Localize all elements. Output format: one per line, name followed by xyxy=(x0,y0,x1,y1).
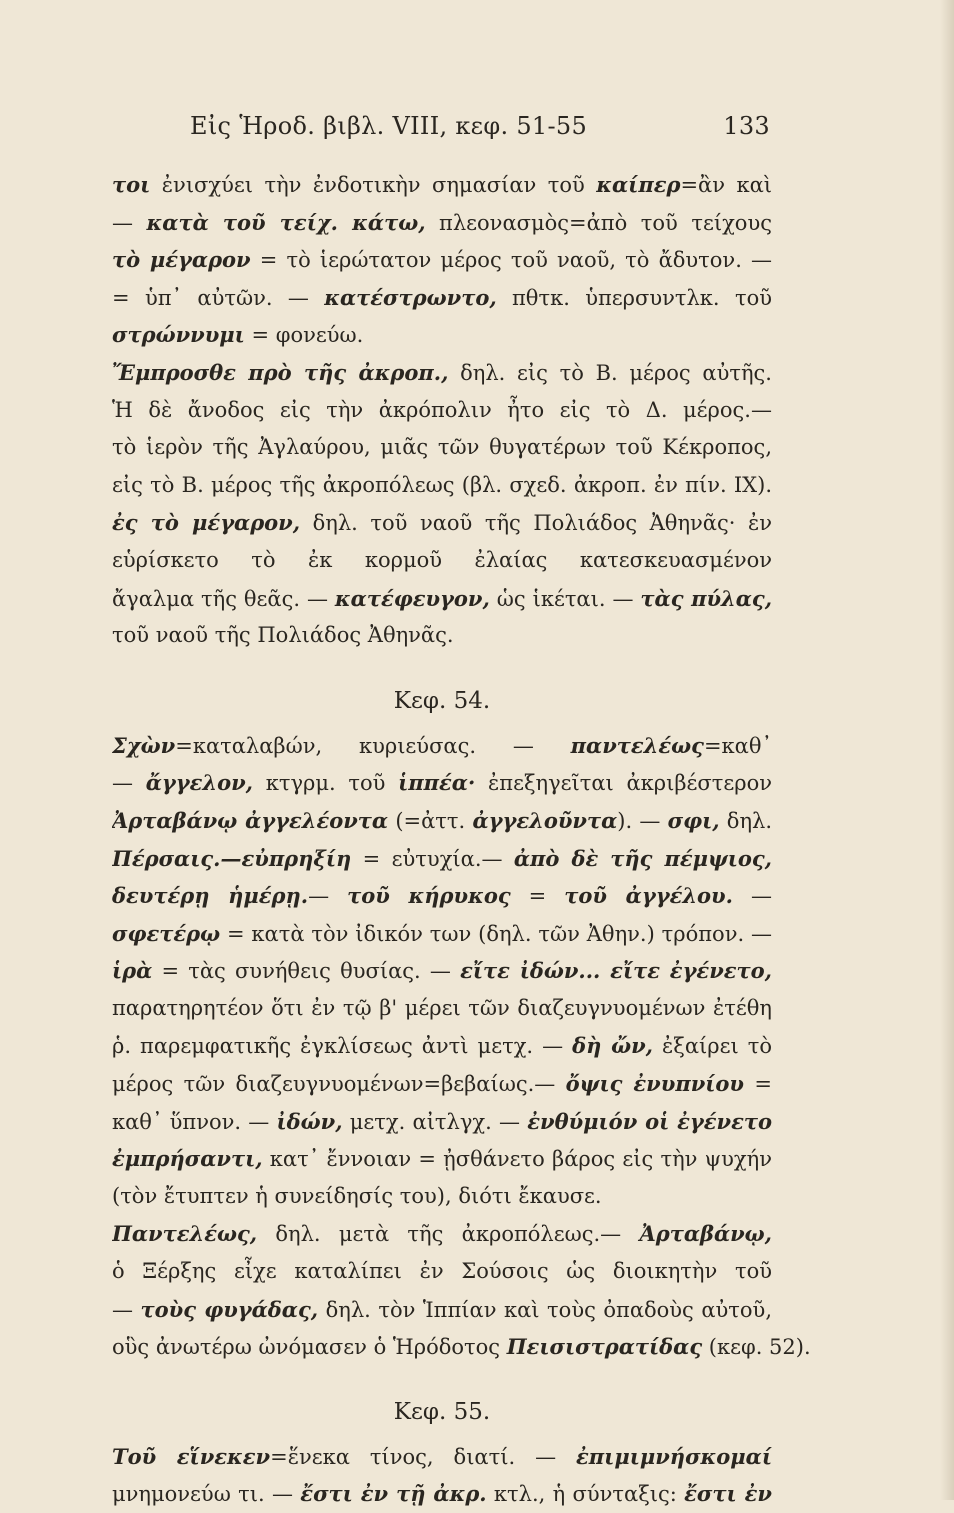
lemma-term: ἱρὰ xyxy=(112,958,153,984)
text-line xyxy=(112,241,772,279)
gloss-text: ὡς ἱκέται. — xyxy=(489,586,641,611)
lemma-term: κατέφευγον, xyxy=(334,585,490,611)
text-line xyxy=(112,580,772,618)
chapter-heading-55: Κεφ. 55. xyxy=(393,1398,491,1425)
gloss-text: =ἂν καὶ xyxy=(680,173,772,197)
text-line xyxy=(112,1291,772,1329)
gloss-text: = τὸ ἱερώτατον μέρος τοῦ ναοῦ, τὸ ἄδυτον. — xyxy=(250,248,772,273)
lemma-term: τοῦ ἀγγέλου. xyxy=(564,883,733,909)
lemma-term: κατὰ τοῦ τείχ. κάτω, xyxy=(146,209,426,235)
lemma-term: ἱππέα· xyxy=(398,770,476,796)
lemma-term: τοῦ κήρυκος xyxy=(347,883,511,909)
gloss-text: — xyxy=(112,1297,141,1322)
lemma-term: ἀπὸ δὲ τῆς πέμψιος, xyxy=(513,845,772,871)
text-line xyxy=(112,504,772,542)
lemma-term: κατέστρωντο, xyxy=(324,284,497,310)
gloss-text: δηλ. τοῦ ναοῦ τῆς Πολιάδος Ἀθηνᾶς· ἐν xyxy=(312,511,772,536)
page-number: 133 xyxy=(723,112,770,140)
gloss-text: δηλ. μετὰ τῆς ἀκροπόλεως.— xyxy=(257,1222,640,1247)
lemma-term: τὰς πύλας, xyxy=(640,585,772,611)
gloss-text: κατ᾿ ἔννοιαν = ᾐσθάνετο βάρος εἰς τὴν ψυχήν xyxy=(269,1147,772,1172)
gloss-text: = ὑπ᾿ αὐτῶν. — xyxy=(112,285,325,310)
gloss-text: δηλ. εἰς τὸ Β. μέρος αὐτῆς. xyxy=(448,360,772,385)
gloss-text: ἐνισχύει τὴν ἐνδοτικὴν σημασίαν τοῦ xyxy=(150,173,597,197)
lemma-term: Ἔμπροσθε πρὸ τῆς ἀκροπ., xyxy=(112,359,449,385)
gloss-text: τὸ ἱερὸν τῆς Ἀγλαύρου, μιᾶς τῶν θυγατέρων τοῦ Κέκροπος, xyxy=(112,435,772,460)
lemma-term: δευτέρῃ ἡμέρῃ. xyxy=(112,883,309,909)
gloss-text: παρατηρητέον ὅτι ἐν τῷ β' μέρει τῶν διαζευγνυομένων ἐτέθη xyxy=(112,995,772,1020)
lemma-term: ἐμπρήσαντι, xyxy=(112,1146,263,1172)
lemma-term: ἐς τὸ μέγαρον, xyxy=(112,510,301,536)
text-line xyxy=(112,542,772,580)
text-line xyxy=(112,204,772,242)
gloss-text: εὑρίσκετο τὸ ἐκ κορμοῦ ἐλαίας κατεσκευασμένον xyxy=(112,547,772,572)
text-line xyxy=(112,617,772,655)
lemma-term: τὸ μέγαρον xyxy=(112,247,251,273)
gloss-text: Ἡ δὲ ἄνοδος εἰς τὴν ἀκρόπολιν ἦτο εἰς τὸ Δ. μέρος.— xyxy=(112,397,772,422)
commentary-text xyxy=(112,166,811,1513)
text-line xyxy=(112,1475,772,1513)
text-line xyxy=(112,316,772,354)
gloss-text: οὓς ἀνωτέρω ὠνόμασεν ὁ Ἡρόδοτος xyxy=(112,1335,507,1360)
lemma-term: παντελέως xyxy=(570,732,704,758)
gloss-text: = xyxy=(754,1072,772,1097)
text-line xyxy=(112,1253,772,1291)
gloss-text: ). — xyxy=(617,808,668,833)
gloss-text: — xyxy=(112,210,147,235)
lemma-term: στρώννυμι xyxy=(112,322,245,348)
lemma-term: ἐπιμιμνήσκομαί xyxy=(576,1443,772,1469)
text-line xyxy=(112,354,772,392)
gloss-text: πθτκ. ὑπερσυντλκ. τοῦ xyxy=(496,285,772,310)
gloss-text: (=ἀττ. xyxy=(388,808,473,833)
gloss-text: μέρος τῶν διαζευγνυομένων=βεβαίως.— xyxy=(112,1072,566,1097)
lemma-term: Πέρσαις.—εὐπρηξίη xyxy=(112,845,352,871)
lemma-term: ἔστι ἐν xyxy=(684,1481,772,1507)
gloss-text: πλεονασμὸς=ἀπὸ τοῦ τείχους xyxy=(439,210,772,235)
commentary-block-ch54 xyxy=(112,727,811,1366)
text-line xyxy=(112,1065,772,1103)
lemma-term: σφετέρῳ xyxy=(112,920,221,946)
gloss-text: κτγρμ. τοῦ xyxy=(253,771,399,796)
lemma-term: Παντελέως, xyxy=(112,1221,258,1247)
lemma-term: ἔστι ἐν τῇ ἀκρ. xyxy=(300,1481,487,1507)
gloss-text: μετχ. αἰτλγχ. — xyxy=(342,1109,528,1134)
lemma-term: Τοῦ εἵνεκεν xyxy=(112,1443,271,1469)
lemma-term: ὄψις ἐνυπνίου xyxy=(565,1071,745,1097)
lemma-term: Πεισιστρατίδας xyxy=(506,1334,703,1360)
text-line xyxy=(112,990,772,1028)
text-line xyxy=(112,429,772,467)
gloss-text: (τὸν ἔτυπτεν ἡ συνείδησίς του), διότι ἔκαυσε. xyxy=(112,1183,602,1208)
lemma-term: Ἀρταβάνῳ, xyxy=(639,1221,772,1247)
text-line xyxy=(112,392,772,430)
text-line xyxy=(112,1215,772,1253)
gloss-text: κτλ., ἡ σύνταξις: xyxy=(486,1482,685,1507)
gloss-text: = xyxy=(510,884,565,909)
lemma-term: ἐνθύμιόν οἱ ἐγένετο xyxy=(527,1108,772,1134)
commentary-block-ch55 xyxy=(112,1438,772,1513)
commentary-block-ch53 xyxy=(112,166,772,655)
text-line xyxy=(112,727,772,765)
gloss-text: =ἕνεκα τίνος, διατί. — xyxy=(270,1444,577,1469)
lemma-term: ἄγγελον, xyxy=(145,770,253,796)
gloss-text: — xyxy=(112,771,146,796)
lemma-term: τοι xyxy=(112,172,151,197)
lemma-term: τοὺς φυγάδας, xyxy=(140,1296,319,1322)
lemma-term: Σχὼν xyxy=(112,732,176,758)
chapter-heading-54: Κεφ. 54. xyxy=(393,687,491,714)
text-line xyxy=(112,764,772,802)
gloss-text: καθ᾿ ὕπνον. — xyxy=(112,1109,277,1134)
gloss-text: μνημονεύω τι. — xyxy=(112,1482,301,1507)
gloss-text: (κεφ. 52). xyxy=(702,1335,811,1360)
page-edge xyxy=(940,0,954,1500)
lemma-term: εἴτε ἰδών... εἴτε ἐγένετο, xyxy=(460,958,772,984)
lemma-term: σφι, xyxy=(667,807,720,833)
gloss-text: εἰς τὸ Β. μέρος τῆς ἀκροπόλεως (βλ. σχεδ. ἀκροπ. ἐν πίν. IX). xyxy=(112,472,772,497)
text-line xyxy=(112,915,772,953)
text-line xyxy=(112,802,772,840)
gloss-text: = εὐτυχία.— xyxy=(351,846,514,871)
gloss-text: ῥ. παρεμφατικῆς ἐγκλίσεως ἀντὶ μετχ. — xyxy=(112,1034,573,1059)
lemma-term: καίπερ xyxy=(596,172,681,197)
text-line xyxy=(112,467,772,505)
gloss-text: τοῦ ναοῦ τῆς Πολιάδος Ἀθηνᾶς. xyxy=(112,623,454,648)
gloss-text: = τὰς συνήθεις θυσίας. — xyxy=(152,959,461,984)
gloss-text: ἐπεξηγεῖται ἀκριβέστερον xyxy=(487,771,772,796)
gloss-text: δηλ. xyxy=(719,808,772,833)
text-line xyxy=(112,840,772,878)
gloss-text: δηλ. τὸν Ἱππίαν καὶ τοὺς ὀπαδοὺς αὐτοῦ, xyxy=(318,1297,772,1322)
gloss-text: — xyxy=(732,884,772,909)
gloss-text: =καθ᾿ xyxy=(703,733,772,758)
gloss-text: ἄγαλμα τῆς θεᾶς. — xyxy=(112,586,335,611)
text-line xyxy=(112,1438,772,1476)
text-line xyxy=(112,166,772,204)
text-line xyxy=(112,1178,772,1216)
text-line xyxy=(112,1328,811,1366)
gloss-text: =καταλαβών, κυριεύσας. — xyxy=(175,733,571,758)
running-title: Εἰς Ἡροδ. βιβλ. VIII, κεφ. 51-55 xyxy=(190,112,588,140)
lemma-term: ἀγγελοῦντα xyxy=(472,807,618,833)
gloss-text: = φονεύω. xyxy=(244,323,364,348)
text-line xyxy=(112,1103,772,1141)
lemma-term: δὴ ὤν, xyxy=(572,1033,653,1059)
text-line xyxy=(112,1140,772,1178)
lemma-term: Ἀρταβάνῳ ἀγγελέοντα xyxy=(112,807,389,833)
text-line xyxy=(112,877,772,915)
text-line xyxy=(112,952,772,990)
text-line xyxy=(112,279,772,317)
lemma-term: ἰδών, xyxy=(276,1108,343,1134)
gloss-text: = κατὰ τὸν ἰδικόν των (δηλ. τῶν Ἀθην.) τρόπον. — xyxy=(220,921,772,946)
gloss-text: — xyxy=(308,884,348,909)
text-line xyxy=(112,1027,772,1065)
gloss-text: ὁ Ξέρξης εἶχε καταλίπει ἐν Σούσοις ὡς διοικητὴν τοῦ xyxy=(112,1259,772,1284)
gloss-text: ἐξαίρει τὸ xyxy=(661,1034,772,1059)
